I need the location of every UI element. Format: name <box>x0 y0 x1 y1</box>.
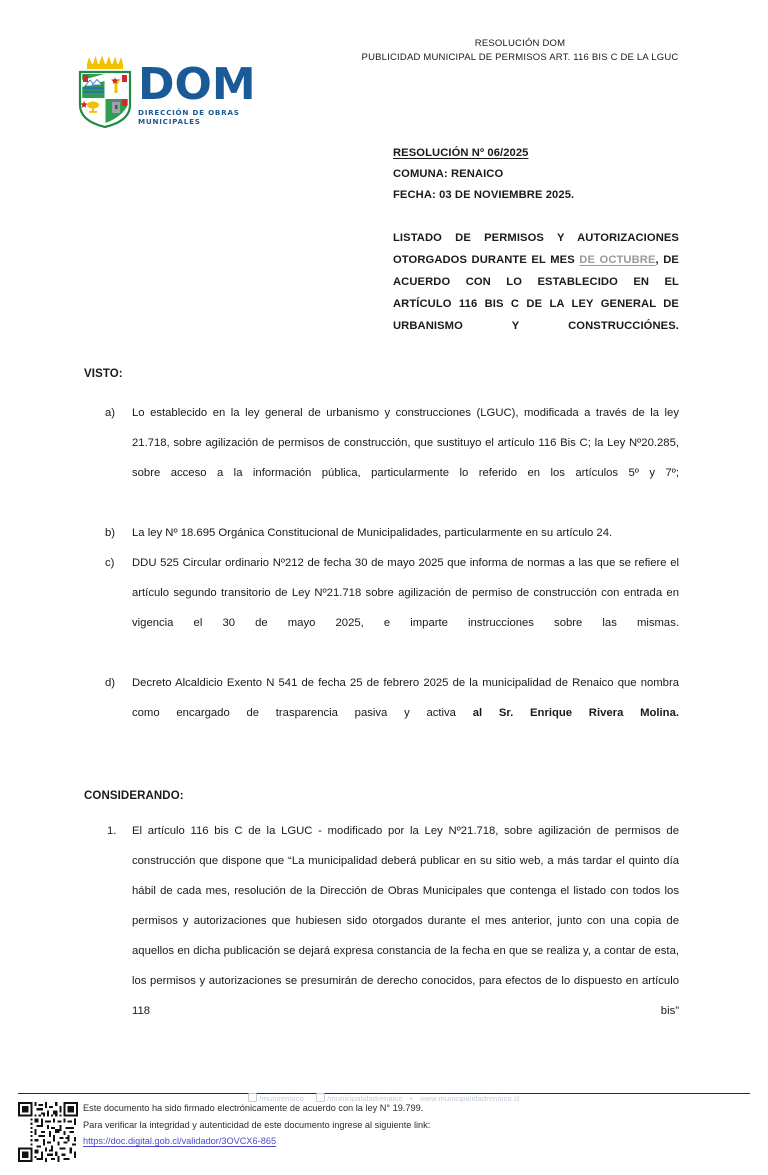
visto-item-d-text <box>132 668 679 758</box>
visto-item-b-text: La ley Nº 18.695 Orgánica Constitucional de Municipalidades, particularmente en su artículo 24. <box>132 527 613 539</box>
instagram-handle: /munirenaico <box>259 1094 304 1103</box>
footer-separator: • <box>409 1094 413 1103</box>
visto-item-d <box>84 668 679 758</box>
visto-item-a-marker: a) <box>105 407 116 419</box>
verification-link[interactable]: https://doc.digital.gob.cl/validador/3OVCX6-865 <box>83 1136 277 1146</box>
visto-heading: VISTO: <box>84 368 123 380</box>
facebook-handle: /municipalidadrenaico <box>327 1094 403 1103</box>
statement-month: DE OCTUBRE <box>579 254 656 266</box>
resolution-statement <box>393 227 679 359</box>
visto-item-a <box>84 398 679 518</box>
visto-item-c-marker: c) <box>105 557 115 569</box>
considerando-list <box>84 816 679 1056</box>
visto-item-a-text: Lo establecido en la ley general de urbanismo y construcciones (LGUC), modificada a través de la ley 21.718, sobre agilización de permisos de construcción, que sustituyo el artículo 116 Bis C; la Ley Nº20.285, sobre acceso a la información pública, particularmente lo referido en los artículos 5º y 7º; <box>132 407 679 479</box>
header-title-block <box>300 37 740 65</box>
signature-line-2: Para verificar la integridad y autenticidad de este documento ingrese al siguiente link: <box>83 1119 431 1130</box>
page-subtitle: PUBLICIDAD MUNICIPAL DE PERMISOS ART. 116 BIS C DE LA LGUC <box>361 51 679 63</box>
dom-wordmark-text: DOM <box>138 59 256 110</box>
visto-item-d-text-normal: Decreto Alcaldicio Exento N 541 de fecha 25 de febrero 2025 de la municipalidad de Renaico que nombra como encargado de trasparencia pasiva y activa <box>132 677 679 719</box>
electronic-signature-block <box>83 1100 513 1150</box>
visto-item-c-text: DDU 525 Circular ordinario Nº212 de fecha 30 de mayo 2025 que informa de normas a las que se refiere el artículo segundo transitorio de Ley Nº21.718 sobre agilización de permiso de construcción con entrada en vigencia el 30 de mayo 2025, e imparte instrucciones sobre las mismas. <box>132 557 679 629</box>
qr-code-icon <box>18 1102 78 1162</box>
visto-item-d-text-bold: al Sr. Enrique Rivera Molina. <box>472 707 679 719</box>
visto-item-b-marker: b) <box>105 527 116 539</box>
document-header <box>0 0 768 140</box>
footer-website: www.municipalidadrenaico.cl <box>419 1094 520 1103</box>
resolution-info-block <box>393 143 679 359</box>
dom-wordmark <box>138 59 276 126</box>
resolution-number: RESOLUCIÓN Nº 06/2025 <box>393 147 529 159</box>
visto-item-b <box>84 518 679 548</box>
considerando-item-1 <box>84 816 679 1056</box>
resolution-fecha: FECHA: 03 DE NOVIEMBRE 2025. <box>393 189 575 201</box>
dom-logo <box>76 52 276 137</box>
signature-line-1: Este documento ha sido firmado electrónicamente de acuerdo con la ley N° 19.799. <box>83 1103 424 1113</box>
considerando-heading: CONSIDERANDO: <box>84 790 184 802</box>
visto-item-c <box>84 548 679 668</box>
resolution-comuna: COMUNA: RENAICO <box>393 168 504 180</box>
considerando-item-1-text: El artículo 116 bis C de la LGUC - modificado por la Ley Nº21.718, sobre agilización de permisos de construcción que dispone que “La municipalidad deberá publicar en su sitio web, a más tardar el quinto día hábil de cada mes, resolución de la Dirección de Obras Municipales que contenga el listado con todos los permisos y autorizaciones que hubiesen sido otorgados durante el mes anterior, junto con una copia de aquellos en dicha publicación se dejará expresa constancia de la fecha en que se realiza y, a contar de esta, los permisos y autorizaciones se presumirán de derecho conocidos, para efectos de lo dispuesto en artículo 118 bis” <box>132 825 679 1017</box>
dom-wordmark-subtitle: DIRECCIÓN DE OBRAS MUNICIPALES <box>138 107 240 126</box>
considerando-item-1-marker: 1. <box>107 825 117 837</box>
statement-part1: LISTADO DE PERMISOS Y AUTORIZACIONES OTORGADOS DURANTE EL MES <box>393 232 679 266</box>
visto-list <box>84 398 679 758</box>
statement-part2: , DE ACUERDO CON LO ESTABLECIDO EN EL ARTÍCULO 116 BIS C DE LA LEY GENERAL DE URBANISMO Y CONSTRUCCIÓNES. <box>393 254 679 332</box>
visto-item-d-marker: d) <box>105 677 116 689</box>
page-title: RESOLUCIÓN DOM <box>474 38 566 49</box>
renaico-coat-of-arms-icon <box>76 55 134 129</box>
